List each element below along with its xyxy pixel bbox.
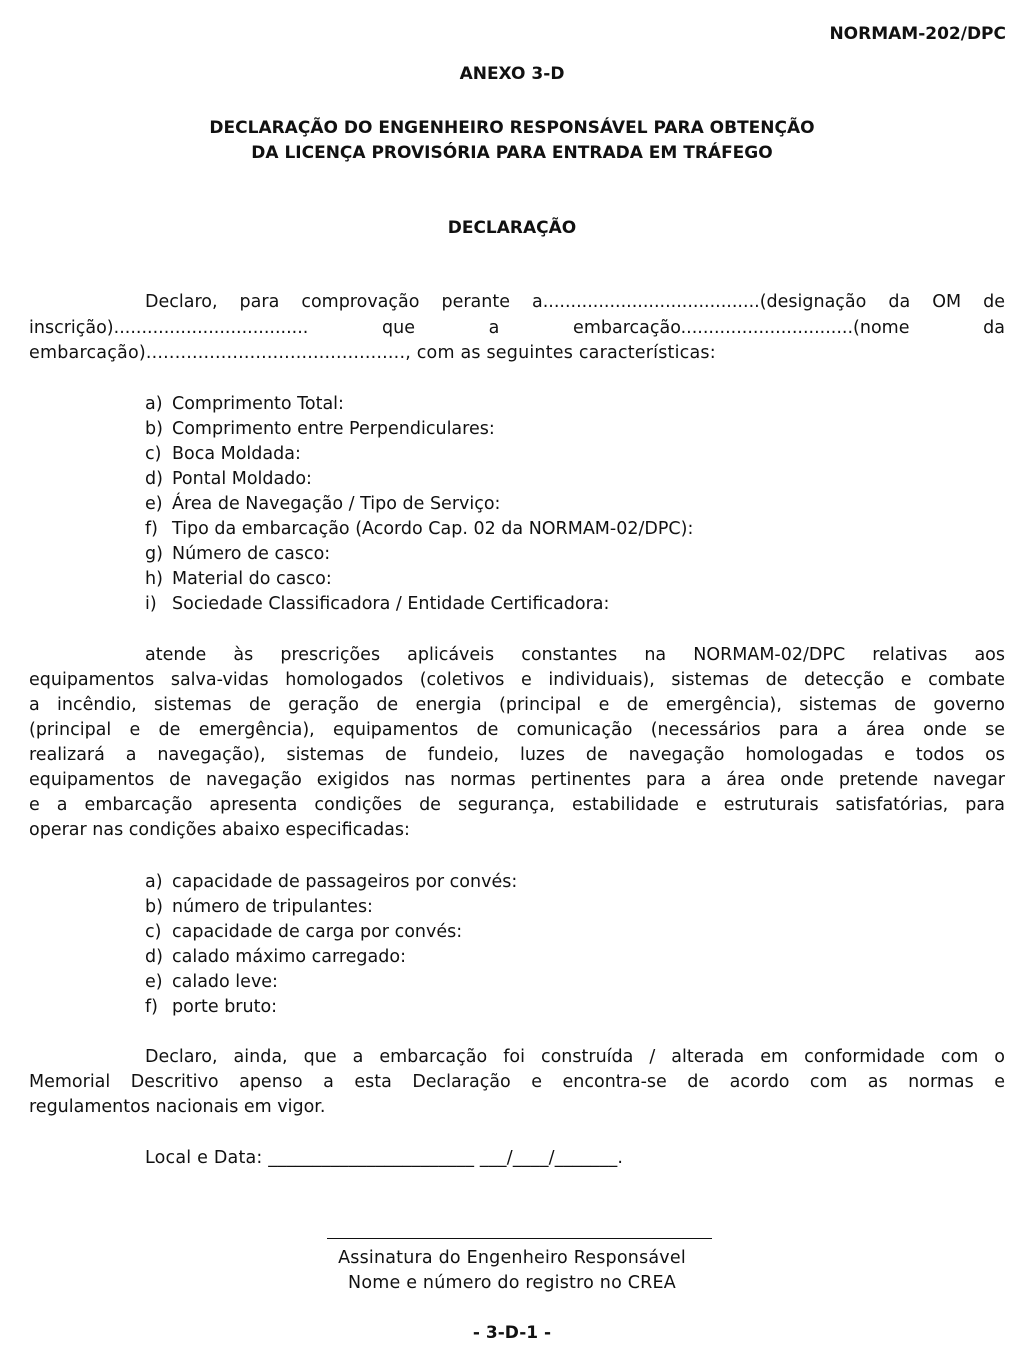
intro-word: a: [488, 318, 500, 338]
list-item: [145, 947, 406, 967]
list-item: [145, 419, 495, 439]
list-item-text: Tipo da embarcação (Acordo Cap. 02 da NORMAM-02/DPC):: [172, 519, 694, 539]
list-item-label: e): [145, 494, 163, 514]
list-item-text: calado máximo carregado:: [172, 947, 406, 967]
list-item-label: c): [145, 922, 162, 942]
title-line-1: DECLARAÇÃO DO ENGENHEIRO RESPONSÁVEL PARA OBTENÇÃO: [209, 118, 815, 138]
list-item-text: número de tripulantes:: [172, 897, 373, 917]
paragraph-line: Memorial Descritivo apenso a esta Declaração e encontra-se de acordo com as normas e: [29, 1072, 1005, 1092]
list-item-text: porte bruto:: [172, 997, 278, 1017]
paragraph-line: Declaro, ainda, que a embarcação foi construída / alterada em conformidade com o: [145, 1047, 1005, 1067]
list-item-text: Material do casco:: [172, 569, 332, 589]
list-item: [145, 469, 312, 489]
paragraph-line: equipamentos salva-vidas homologados (coletivos e individuais), sistemas de detecção e combate: [29, 670, 1005, 690]
list-item-label: h): [145, 569, 163, 589]
intro-word: da: [983, 318, 1005, 338]
list-item-text: capacidade de passageiros por convés:: [172, 872, 518, 892]
list-item: [145, 519, 693, 539]
annex-title: ANEXO 3-D: [459, 64, 565, 84]
list-item: [145, 872, 517, 892]
list-item-label: c): [145, 444, 162, 464]
list-item-label: a): [145, 872, 163, 892]
list-item-text: Pontal Moldado:: [172, 469, 312, 489]
local-date-field: Local e Data: _______________________ ___/____/_______.: [145, 1148, 624, 1168]
paragraph-line: (principal e de emergência), equipamentos de comunicação (necessários para a área onde se: [29, 720, 1005, 740]
list-item: [145, 997, 277, 1017]
list-item-label: d): [145, 469, 163, 489]
title-line-2: DA LICENÇA PROVISÓRIA PARA ENTRADA EM TRÁFEGO: [251, 143, 773, 163]
paragraph-line: atende às prescrições aplicáveis constantes na NORMAM-02/DPC relativas aos: [145, 645, 1005, 665]
paragraph-line: realizará a navegação), sistemas de fundeio, luzes de navegação homologadas e todos os: [29, 745, 1005, 765]
list-item: [145, 544, 330, 564]
page-number: - 3-D-1 -: [472, 1323, 552, 1343]
paragraph-line: a incêndio, sistemas de geração de energia (principal e de emergência), sistemas de governo: [29, 695, 1005, 715]
list-item: [145, 594, 609, 614]
paragraph-line: regulamentos nacionais em vigor.: [29, 1097, 326, 1117]
list-item-text: capacidade de carga por convés:: [172, 922, 463, 942]
section-title: DECLARAÇÃO: [447, 218, 577, 238]
list-item: [145, 972, 278, 992]
list-item-text: Área de Navegação / Tipo de Serviço:: [172, 494, 501, 514]
list-item: [145, 444, 301, 464]
list-item: [145, 922, 462, 942]
list-item-text: Sociedade Classificadora / Entidade Certificadora:: [172, 594, 610, 614]
list-item-text: Comprimento entre Perpendiculares:: [172, 419, 495, 439]
list-item-label: e): [145, 972, 163, 992]
intro-line-3: embarcação)............................................., com as seguintes características:: [29, 343, 716, 363]
paragraph-line: e a embarcação apresenta condições de segurança, estabilidade e estruturais satisfatórias, para: [29, 795, 1005, 815]
document-code: NORMAM-202/DPC: [829, 24, 1006, 44]
intro-word: embarcação...............................(nome: [573, 318, 910, 338]
list-item: [145, 394, 344, 414]
paragraph-line: operar nas condições abaixo especificadas:: [29, 820, 410, 840]
list-item-label: g): [145, 544, 163, 564]
signature-label: Assinatura do Engenheiro Responsável: [338, 1248, 686, 1268]
list-item-label: f): [145, 997, 158, 1017]
signature-line: [327, 1238, 712, 1239]
list-item: [145, 569, 332, 589]
list-item-text: Boca Moldada:: [172, 444, 301, 464]
list-item-label: a): [145, 394, 163, 414]
list-item-text: Número de casco:: [172, 544, 331, 564]
list-item-text: Comprimento Total:: [172, 394, 344, 414]
paragraph-line: equipamentos de navegação exigidos nas normas pertinentes para a área onde pretende navegar: [29, 770, 1005, 790]
list-item-label: d): [145, 947, 163, 967]
list-item-label: b): [145, 897, 163, 917]
intro-line-1: Declaro, para comprovação perante a.......................................(designação da OM de: [145, 292, 1005, 312]
intro-word: que: [382, 318, 415, 338]
list-item-label: b): [145, 419, 163, 439]
registration-label: Nome e número do registro no CREA: [348, 1273, 676, 1293]
list-item: [145, 897, 373, 917]
list-item-label: f): [145, 519, 158, 539]
list-item-label: i): [145, 594, 157, 614]
list-item: [145, 494, 500, 514]
intro-word: inscrição)...................................: [29, 318, 309, 338]
list-item-text: calado leve:: [172, 972, 278, 992]
intro-line-2: [29, 318, 1005, 338]
